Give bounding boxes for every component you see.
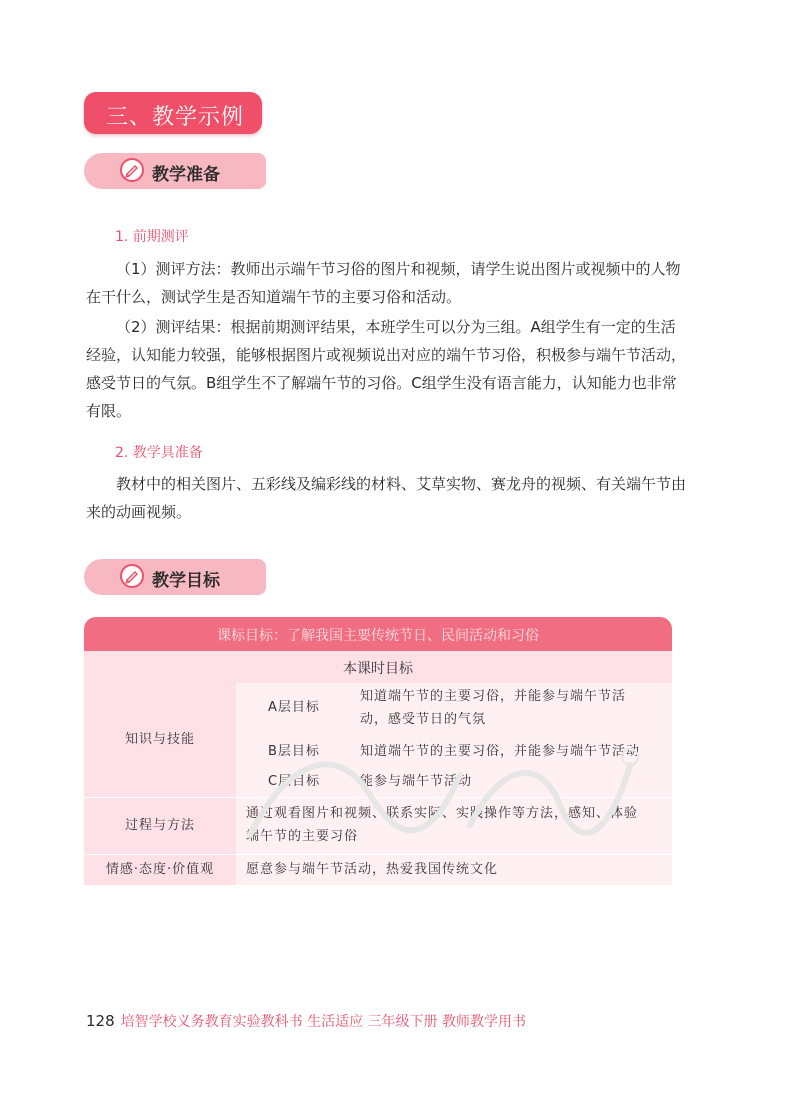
section-heading-prep <box>84 153 266 189</box>
process-label: 过程与方法 <box>124 818 195 833</box>
paragraph-method: （1）测评方法：教师出示端午节习俗的图片和视频，请学生说出图片或视频中的人物在干什么，测试学生是否知道端午节的主要习俗和活动。 <box>86 260 681 306</box>
lesson-goal-heading: 本课时目标 <box>343 661 413 677</box>
pencil-circle-icon <box>120 564 144 588</box>
book-title: 培智学校义务教育实验教科书 生活适应 三年级下册 教师教学用书 <box>120 1014 526 1030</box>
level-c-text: 能参与端午节活动 <box>360 774 473 789</box>
sub-heading-materials: 2. 教学具准备 <box>115 445 203 461</box>
curriculum-goal: 课标目标：了解我国主要传统节日、民间活动和习俗 <box>217 628 539 644</box>
page-footer <box>86 1011 526 1031</box>
watermark-logo <box>230 735 650 855</box>
level-c-label: C层目标 <box>268 774 321 789</box>
sub-heading-assessment: 1. 前期测评 <box>115 229 189 245</box>
table-subheader <box>84 651 672 683</box>
process-text-line2: 端午节的主要习俗 <box>246 829 359 844</box>
level-a-text-line2: 动，感受节日的气氛 <box>360 712 487 727</box>
level-a-text-line1: 知道端午节的主要习俗，并能参与端午节活 <box>360 689 627 704</box>
emotion-text: 愿意参与端午节活动，热爱我国传统文化 <box>246 862 499 877</box>
process-text-line1: 通过观看图片和视频、联系实际、实践操作等方法，感知、体验 <box>246 806 639 821</box>
page-number: 128 <box>86 1012 115 1030</box>
section-heading-goals <box>84 559 266 595</box>
section-title-prep: 教学准备 <box>152 165 220 185</box>
chapter-title: 三、教学示例 <box>106 105 245 130</box>
pencil-circle-icon <box>120 158 144 182</box>
section-title-goals: 教学目标 <box>152 571 220 591</box>
level-b-text: 知道端午节的主要习俗，并能参与端午节活动 <box>360 744 641 759</box>
paragraph-result: （2）测评结果：根据前期测评结果，本班学生可以分为三组。A组学生有一定的生活经验，认知能力较强，能够根据图片或视频说出对应的端午节习俗，积极参与端午节活动，感受节日的气氛。B组学生不了解端午节的习俗。C组学生没有语言能力，认知能力也非常有限。 <box>86 318 687 420</box>
level-b-label: B层目标 <box>268 744 320 759</box>
chapter-banner <box>84 92 262 134</box>
emotion-label: 情感·态度·价值观 <box>105 862 215 877</box>
paragraph-materials: 教材中的相关图片、五彩线及编彩线的材料、艾草实物、赛龙舟的视频、有关端午节由来的动画视频。 <box>86 475 687 521</box>
table-header <box>84 617 672 651</box>
knowledge-label: 知识与技能 <box>124 732 195 747</box>
level-a-label: A层目标 <box>268 700 320 715</box>
